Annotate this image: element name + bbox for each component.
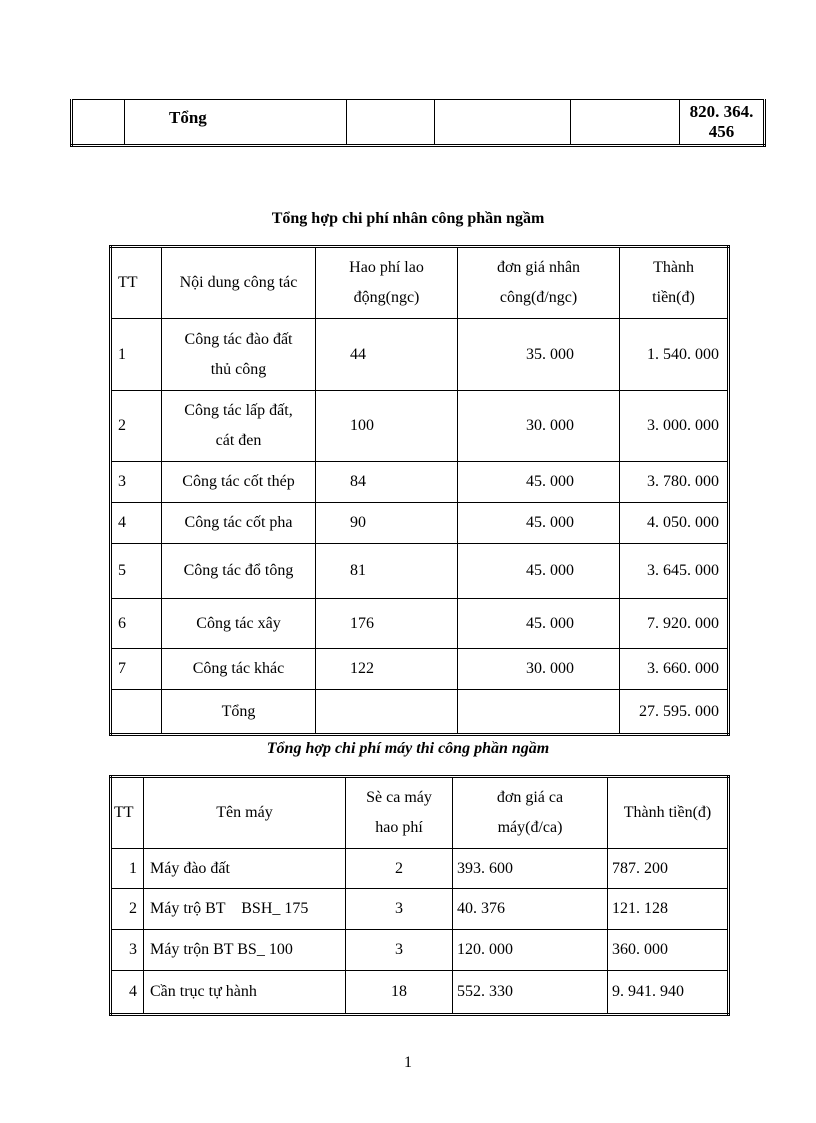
header-ca-may <box>346 777 453 849</box>
header-tt: TT <box>111 247 162 319</box>
total-label: Tổng <box>162 690 316 735</box>
row-don-gia: 30. 000 <box>458 649 620 690</box>
row-content-line2: cát đen <box>215 432 262 449</box>
header-thanh-tien: Thành tiền(đ) <box>608 777 729 849</box>
row-content: Công tác cốt thép <box>162 462 316 503</box>
table-row <box>111 599 729 649</box>
header-don-gia-line2: công(đ/ngc) <box>499 289 578 306</box>
row-ca: 18 <box>346 971 453 1015</box>
row-hao-phi: 81 <box>316 544 458 599</box>
row-hao-phi: 90 <box>316 503 458 544</box>
row-hao-phi: 84 <box>316 462 458 503</box>
row-don-gia: 45. 000 <box>458 544 620 599</box>
summary-cell-empty <box>571 100 680 146</box>
machine-cost-table <box>109 775 730 1016</box>
labor-table-title: Tổng hợp chi phí nhân công phần ngầm <box>271 210 545 227</box>
row-name: Máy trộn BT BS_ 100 <box>144 930 346 971</box>
row-don-gia: 552. 330 <box>453 971 608 1015</box>
row-ca: 3 <box>346 930 453 971</box>
table-row <box>111 462 729 503</box>
table-row <box>111 649 729 690</box>
table-row <box>111 391 729 462</box>
row-thanh-tien: 4. 050. 000 <box>620 503 729 544</box>
table-row <box>111 971 729 1015</box>
row-don-gia: 120. 000 <box>453 930 608 971</box>
summary-cell-empty <box>347 100 435 146</box>
row-hao-phi: 176 <box>316 599 458 649</box>
row-content: Công tác đổ tông <box>162 544 316 599</box>
row-name: Máy trộ BT BSH_ 175 <box>144 889 346 930</box>
row-thanh-tien: 3. 000. 000 <box>620 391 729 462</box>
header-name: Tên máy <box>144 777 346 849</box>
header-hao-phi-line1: Hao phí lao <box>349 259 424 276</box>
row-tt: 5 <box>111 544 162 599</box>
header-don-gia <box>453 777 608 849</box>
table-row <box>111 930 729 971</box>
summary-label: Tổng <box>125 100 347 146</box>
row-content <box>162 391 316 462</box>
row-don-gia: 45. 000 <box>458 462 620 503</box>
row-don-gia: 35. 000 <box>458 319 620 391</box>
summary-total: 820. 364. 456 <box>680 100 765 146</box>
row-don-gia: 45. 000 <box>458 599 620 649</box>
summary-cell-empty <box>435 100 571 146</box>
row-thanh-tien: 360. 000 <box>608 930 729 971</box>
header-content: Nội dung công tác <box>162 247 316 319</box>
labor-cost-table <box>109 245 730 736</box>
row-tt: 2 <box>111 391 162 462</box>
row-content-line2: thủ công <box>210 360 267 378</box>
row-don-gia: 30. 000 <box>458 391 620 462</box>
header-ca-may-line2: hao phí <box>375 819 423 836</box>
header-thanh-tien-line2: tiền(đ) <box>652 289 695 306</box>
row-tt: 6 <box>111 599 162 649</box>
total-cell-empty <box>316 690 458 735</box>
row-hao-phi: 44 <box>316 319 458 391</box>
row-ca: 2 <box>346 849 453 889</box>
row-content <box>162 319 316 391</box>
row-tt: 7 <box>111 649 162 690</box>
row-thanh-tien: 9. 941. 940 <box>608 971 729 1015</box>
table-row <box>111 849 729 889</box>
header-tt: TT <box>111 777 144 849</box>
table-row <box>111 503 729 544</box>
row-don-gia: 45. 000 <box>458 503 620 544</box>
table-header-row <box>111 777 729 849</box>
table-row <box>111 544 729 599</box>
row-don-gia: 40. 376 <box>453 889 608 930</box>
summary-cell-empty <box>72 100 125 146</box>
table-header-row <box>111 247 729 319</box>
row-ca: 3 <box>346 889 453 930</box>
row-hao-phi: 122 <box>316 649 458 690</box>
row-content: Công tác khác <box>162 649 316 690</box>
row-content: Công tác xây <box>162 599 316 649</box>
row-name: Cần trục tự hành <box>144 971 346 1015</box>
total-cell-empty <box>458 690 620 735</box>
row-content-line1: Công tác đào đất <box>184 330 293 348</box>
total-cell-empty <box>111 690 162 735</box>
machine-table-title: Tổng hợp chi phí máy thi công phần ngầm <box>266 740 550 757</box>
table-row <box>111 319 729 391</box>
table-total-row <box>111 690 729 735</box>
row-tt: 3 <box>111 462 162 503</box>
table-row <box>111 889 729 930</box>
row-tt: 1 <box>111 319 162 391</box>
row-hao-phi: 100 <box>316 391 458 462</box>
summary-table <box>70 99 766 147</box>
header-thanh-tien <box>620 247 729 319</box>
row-thanh-tien: 787. 200 <box>608 849 729 889</box>
row-tt: 4 <box>111 971 144 1015</box>
row-thanh-tien: 1. 540. 000 <box>620 319 729 391</box>
row-tt: 2 <box>111 889 144 930</box>
row-content-line1: Công tác lấp đất, <box>184 402 293 419</box>
header-don-gia <box>458 247 620 319</box>
row-name: Máy đào đất <box>144 849 346 889</box>
header-don-gia-line1: đơn giá nhân <box>496 259 581 276</box>
header-hao-phi-line2: động(ngc) <box>353 289 420 306</box>
header-hao-phi <box>316 247 458 319</box>
row-thanh-tien: 3. 780. 000 <box>620 462 729 503</box>
row-thanh-tien: 3. 645. 000 <box>620 544 729 599</box>
row-don-gia: 393. 600 <box>453 849 608 889</box>
header-don-gia-line2: máy(đ/ca) <box>497 819 563 836</box>
page-number: 1 <box>404 1054 412 1071</box>
row-content: Công tác cốt pha <box>162 503 316 544</box>
row-tt: 4 <box>111 503 162 544</box>
total-value: 27. 595. 000 <box>620 690 729 735</box>
row-thanh-tien: 7. 920. 000 <box>620 599 729 649</box>
row-thanh-tien: 121. 128 <box>608 889 729 930</box>
row-thanh-tien: 3. 660. 000 <box>620 649 729 690</box>
header-don-gia-line1: đơn giá ca <box>496 789 564 806</box>
header-ca-may-line1: Sè ca máy <box>366 789 432 806</box>
header-thanh-tien-line1: Thành <box>653 259 694 276</box>
row-tt: 1 <box>111 849 144 889</box>
row-tt: 3 <box>111 930 144 971</box>
